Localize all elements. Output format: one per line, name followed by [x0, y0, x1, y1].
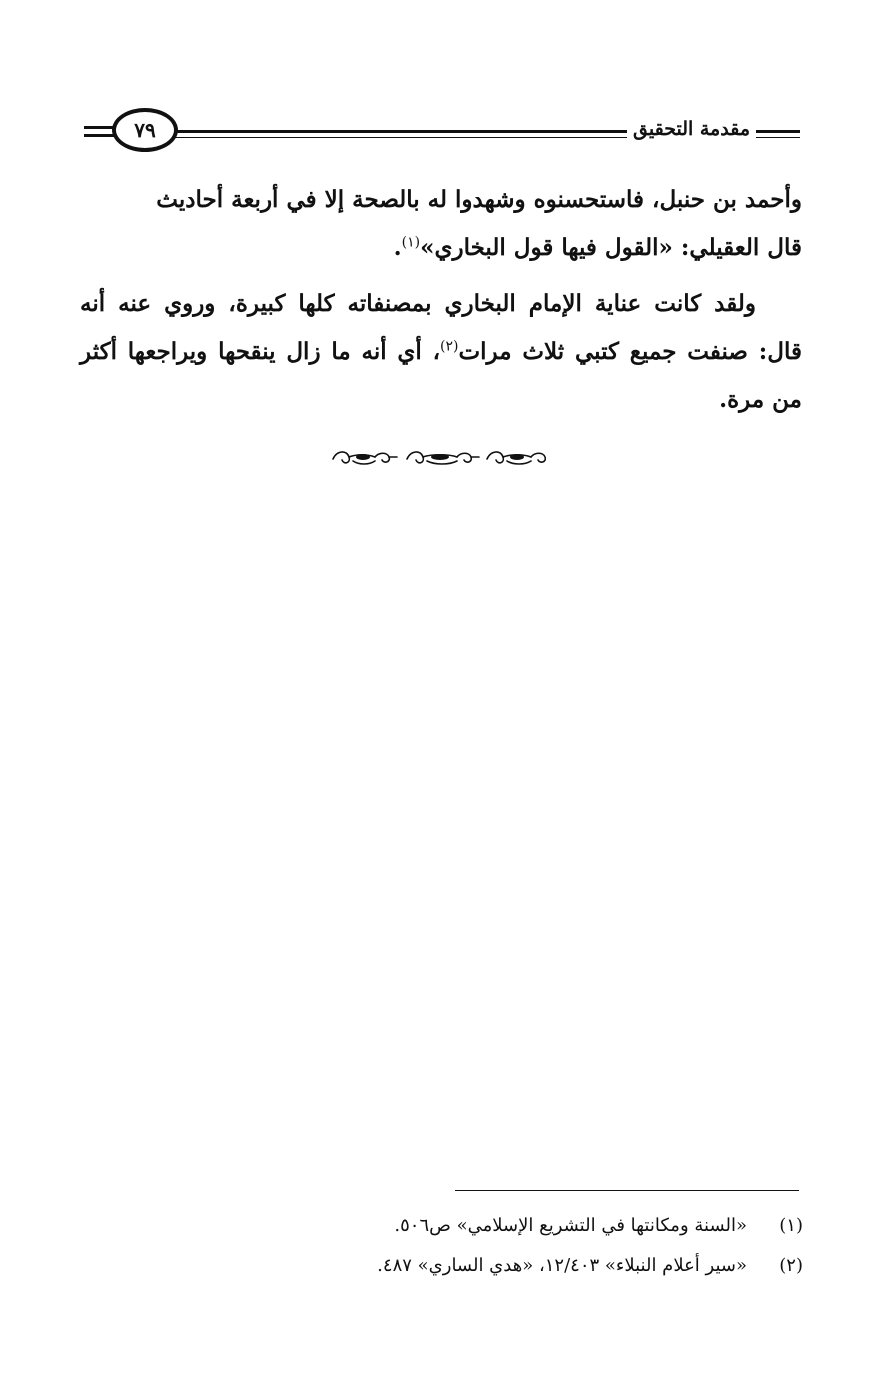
paragraph-1-line-1: وأحمد بن حنبل، فاستحسنوه وشهدوا له بالصحة إلا في أربعة أحاديث — [156, 186, 802, 213]
footnote-number: (١) — [779, 1215, 803, 1236]
footnote-text: «السنة ومكانتها في التشريع الإسلامي» ص٥٠٦. — [394, 1215, 747, 1236]
section-ornament — [327, 444, 555, 470]
footnotes — [263, 1206, 803, 1286]
footnote-ref-2[interactable]: (٢) — [440, 338, 459, 355]
paragraph-1 — [80, 176, 802, 272]
paragraph-2-text-b: ، أي أنه ما زال ينقحها ويراجعها أكثر من مرة. — [80, 338, 802, 413]
paragraph-2 — [80, 280, 802, 424]
header-title: مقدمة التحقيق — [627, 116, 756, 142]
footnote-1 — [263, 1206, 803, 1246]
paragraph-1-line-2: قال العقيلي: «القول فيها قول البخاري» — [420, 234, 802, 261]
header-rule-middle-bottom — [174, 137, 650, 138]
header-rule-right-bottom — [754, 137, 800, 138]
header-rule-right-top — [754, 130, 800, 133]
footnote-text: «سير أعلام النبلاء» ١٢/٤٠٣، «هدي الساري» ٤٨٧. — [377, 1255, 747, 1276]
header-rule-left-bottom — [84, 134, 116, 137]
page-number-badge — [112, 108, 178, 152]
page-number: ٧٩ — [134, 118, 156, 142]
footnote-2 — [263, 1246, 803, 1286]
running-header — [84, 108, 800, 156]
header-rule-middle-top — [174, 130, 650, 133]
paragraph-2-text-a: ولقد كانت عناية الإمام البخاري بمصنفاته كلها كبيرة، وروي عنه أنه قال: صنفت جميع كتبي ثلاث مرات — [80, 290, 802, 365]
footnote-ref-1[interactable]: (١) — [401, 234, 421, 251]
paragraph-1-end: . — [393, 234, 402, 261]
footnote-separator — [455, 1190, 799, 1191]
footnote-number: (٢) — [779, 1255, 803, 1276]
main-text — [80, 176, 802, 424]
